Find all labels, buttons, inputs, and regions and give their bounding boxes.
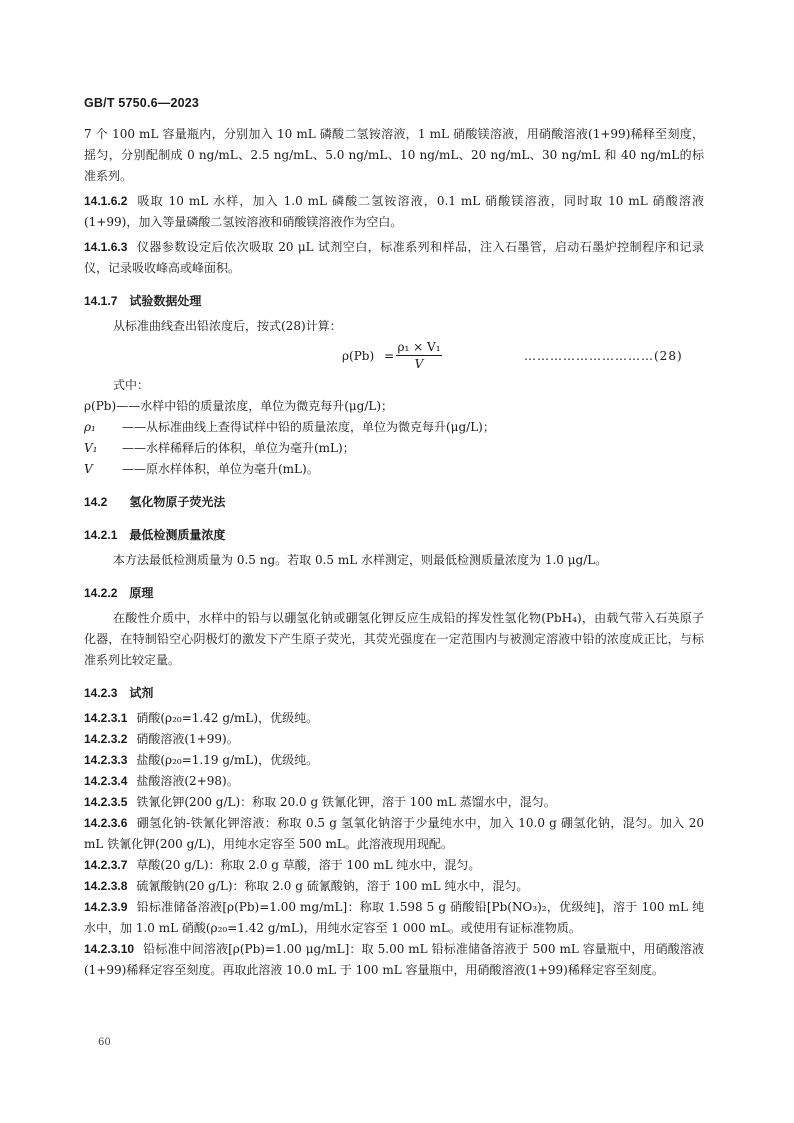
reagent-item [84,897,704,939]
formula-equals: = [384,349,395,363]
heading-number: 14.1.7 [84,294,118,308]
clause-14-1-6-3 [84,237,704,279]
def-text: ——从标准曲线上查得试样中铅的质量浓度，单位为微克每升(μg/L)； [122,420,495,434]
reagent-item [84,855,704,876]
heading-14-2-1 [84,525,704,546]
formula-lead: 从标准曲线查出铅浓度后，按式(28)计算： [113,319,342,333]
formula-28 [84,337,704,375]
def-text: ——水样稀释后的体积，单位为毫升(mL)； [122,441,355,455]
heading-14-2-2 [84,583,704,604]
clause-text: 盐酸溶液(2+98)。 [136,774,239,788]
heading-number: 14.2.1 [84,528,118,542]
clause-text: 草酸(20 g/L)：称取 2.0 g 草酸，溶于 100 mL 纯水中，混匀。 [136,858,481,872]
clause-14-2-1-text: 本方法最低检测质量为 0.5 ng。若取 0.5 mL 水样测定，则最低检测质量浓度为 1.0 μg/L。 [113,553,608,567]
clause-number: 14.2.3.10 [84,942,135,956]
clause-number: 14.2.3.1 [84,711,128,725]
standard-code: GB/T 5750.6—2023 [84,96,200,110]
heading-number: 14.2.2 [84,586,118,600]
clause-number: 14.2.3.7 [84,858,128,872]
formula-lhs: ρ(Pb) [342,349,375,363]
clause-number: 14.2.3.9 [84,900,128,914]
clause-text: 吸取 10 mL 水样，加入 1.0 mL 磷酸二氢铵溶液，0.1 mL 硝酸镁溶液，同时取 10 mL 硝酸溶液(1+99)，加入等量磷酸二氢铵溶液和硝酸镁溶液作为空白。 [84,194,704,229]
formula-number: …………………………(28) [524,349,683,363]
reagent-item [84,876,704,897]
heading-title: 最低检测质量浓度 [129,528,226,542]
clause-number: 14.2.3.6 [84,816,128,830]
heading-title: 原理 [129,586,154,600]
clause-number: 14.2.3.3 [84,753,128,767]
clause-14-1-6-2 [84,191,704,233]
heading-14-2 [84,492,704,513]
where-label: 式中： [113,378,150,392]
clause-text: 硫氰酸钠(20 g/L)：称取 2.0 g 硫氰酸钠，溶于 100 mL 纯水中，混匀。 [136,879,529,893]
heading-number: 14.2.3 [84,686,118,700]
reagent-item [84,813,704,855]
def-symbol: ρ₁ [84,420,96,434]
clause-text: 铅标准储备溶液[ρ(Pb)=1.00 mg/mL]：称取 1.598 5 g 硝酸铅[Pb(NO₃)₂，优级纯]，溶于 100 mL 纯水中，加 1.0 mL 硝酸(ρ₂₀=1.42 g/mL)，用纯水定容至 1 000 mL。或使用有证标准物质。 [84,900,704,935]
def-text: ——水样中铅的质量浓度，单位为微克每升(μg/L)； [116,399,394,413]
clause-text: 铁氰化钾(200 g/L)：称取 20.0 g 铁氰化钾，溶于 100 mL 蒸馏水中，混匀。 [136,795,556,809]
clause-number: 14.1.6.2 [84,194,128,208]
definition-row [84,459,704,480]
heading-title: 试验数据处理 [129,294,202,308]
clause-text: 硼氢化钠-铁氰化钾溶液：称取 0.5 g 氢氧化钠溶于少量纯水中，加入 10.0 g 硼氢化钠，混匀。加入 20 mL 铁氰化钾(200 g/L)，用纯水定容至 500 mL。此溶液现用现配。 [84,816,704,851]
page-content [84,124,704,981]
def-symbol: ρ(Pb) [84,399,117,413]
heading-title: 氢化物原子荧光法 [129,495,226,509]
reagent-item [84,708,704,729]
reagent-item [84,729,704,750]
clause-text: 铅标准中间溶液[ρ(Pb)=1.00 μg/mL]：取 5.00 mL 铅标准储备溶液于 500 mL 容量瓶中，用硝酸溶液(1+99)稀释定容至刻度。再取此溶液 10.0 mL 于 100 mL 容量瓶中，用硝酸溶液(1+99)稀释定容至刻度。 [84,942,704,977]
clause-text: 硝酸溶液(1+99)。 [136,732,239,746]
heading-title: 试剂 [129,686,154,700]
clause-number: 14.2.3.2 [84,732,128,746]
clause-number: 14.2.3.5 [84,795,128,809]
clause-14-2-2-text: 在酸性介质中，水样中的铅与以硼氢化钠或硼氢化钾反应生成铅的挥发性氢化物(PbH₄)，由载气带入石英原子化器，在特制铅空心阴极灯的激发下产生原子荧光，其荧光强度在一定范围内与被测定溶液中铅的浓度成正比，与标准系列比较定量。 [84,611,704,667]
clause-number: 14.2.3.4 [84,774,128,788]
clause-text: 盐酸(ρ₂₀=1.19 g/mL)，优级纯。 [136,753,319,767]
definition-row [84,417,704,438]
reagent-item [84,771,704,792]
definition-row [84,438,704,459]
def-symbol: V [84,462,93,476]
heading-14-2-3 [84,683,704,704]
formula-denominator: V [414,357,424,371]
def-symbol: V₁ [84,441,98,455]
formula-numerator: ρ₁ × V₁ [397,340,441,354]
clause-number: 14.1.6.3 [84,240,128,254]
formula-fraction [396,339,442,372]
reagent-item [84,939,704,981]
clause-text: 仪器参数设定后依次吸取 20 μL 试剂空白，标准系列和样品，注入石墨管，启动石墨炉控制程序和记录仪，记录吸收峰高或峰面积。 [84,240,704,275]
reagent-item [84,792,704,813]
page-number: 60 [98,1037,111,1048]
heading-number: 14.2 [84,495,108,509]
intro-paragraph: 7 个 100 mL 容量瓶内，分别加入 10 mL 磷酸二氢铵溶液，1 mL 硝酸镁溶液，用硝酸溶液(1+99)稀释至刻度，摇匀，分别配制成 0 ng/mL、2.5 ng/mL、5.0 ng/mL、10 ng/mL、20 ng/mL、30 ng/mL 和 40 ng/mL的标准系列。 [84,127,704,183]
def-text: ——原水样体积，单位为毫升(mL)。 [122,462,319,476]
clause-text: 硝酸(ρ₂₀=1.42 g/mL)，优级纯。 [136,711,319,725]
clause-number: 14.2.3.8 [84,879,128,893]
reagent-item [84,750,704,771]
definition-row [84,396,704,417]
heading-14-1-7 [84,291,704,312]
